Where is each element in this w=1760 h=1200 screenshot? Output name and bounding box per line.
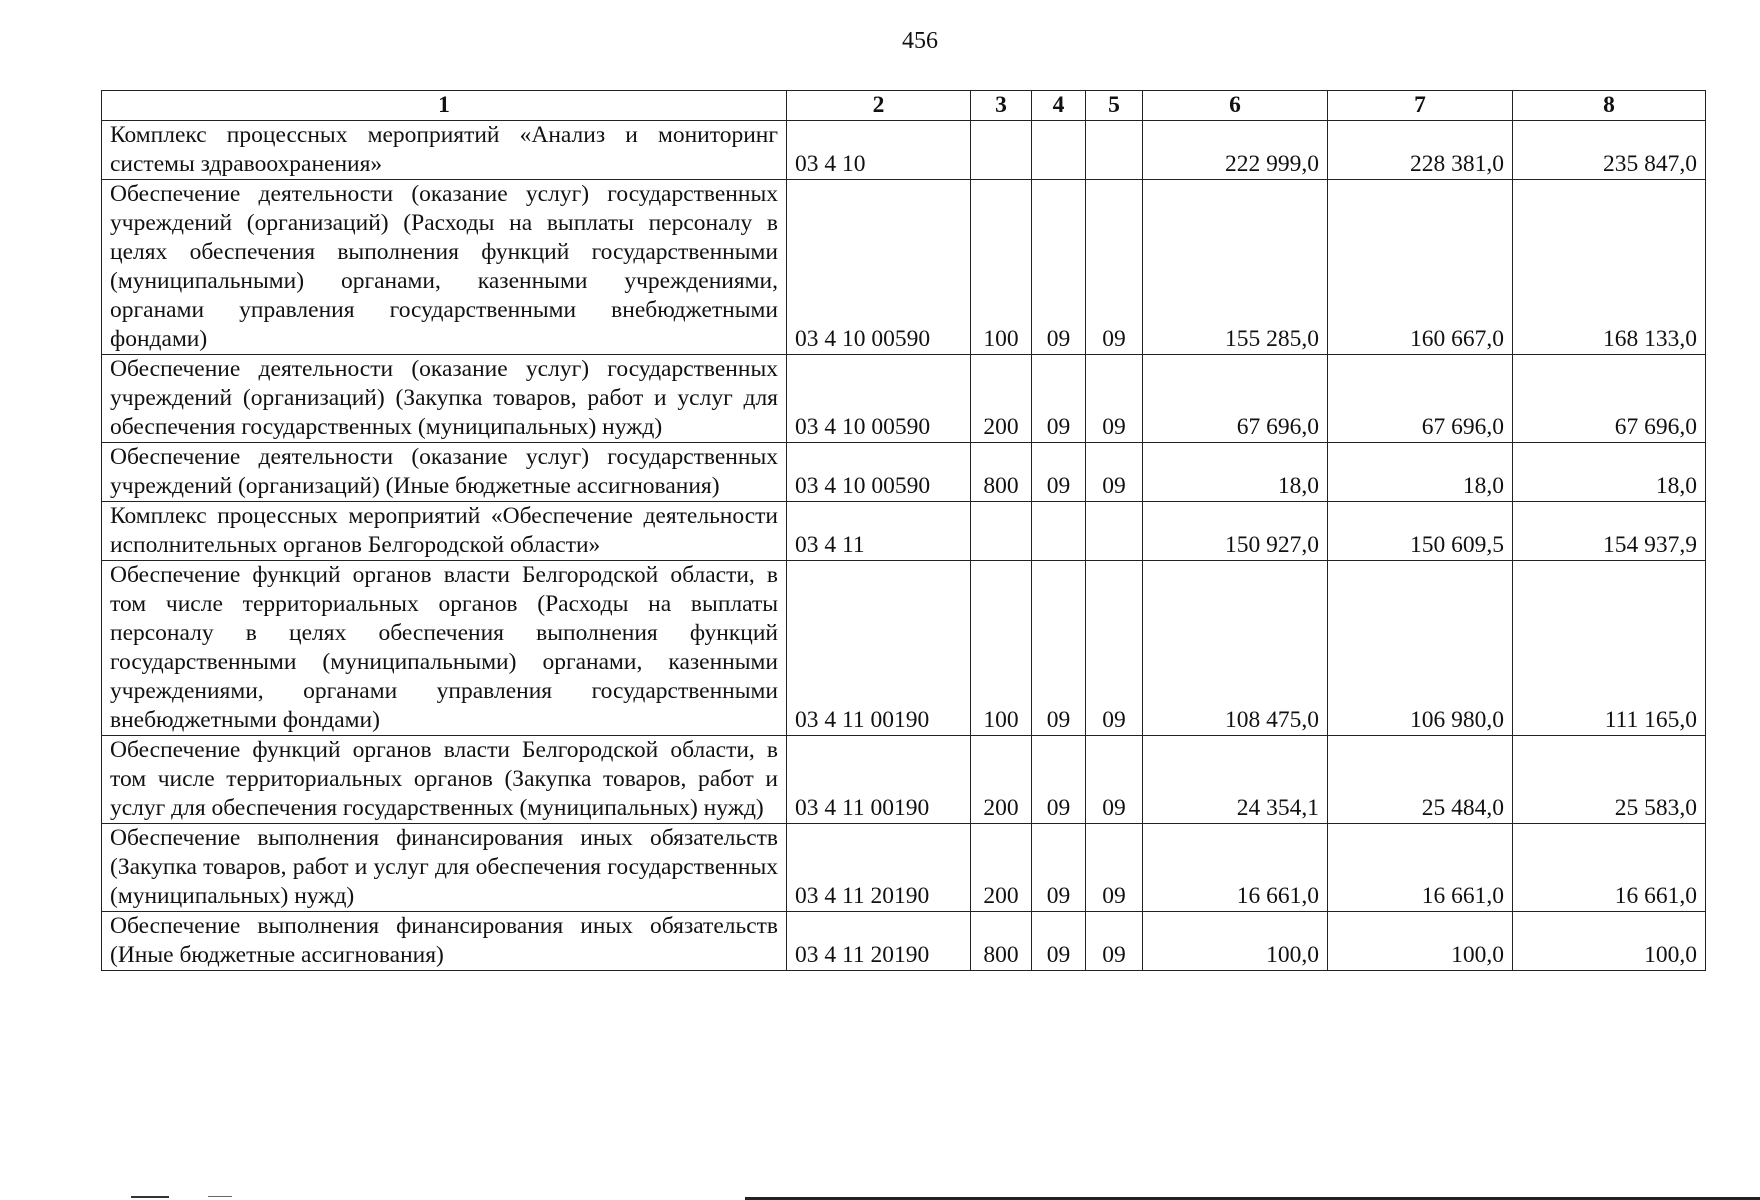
row-code-cell: 03 4 10 00590 xyxy=(787,443,971,502)
row-type-cell: 800 xyxy=(971,912,1032,971)
row-amount-cell: 67 696,0 xyxy=(1143,355,1328,443)
table-header-row xyxy=(102,91,1706,121)
row-type-cell: 800 xyxy=(971,443,1032,502)
row-type-cell: 200 xyxy=(971,736,1032,824)
row-name-cell: Комплекс процессных мероприятий «Обеспечение деятельности исполнительных органов Белгородской области» xyxy=(102,502,787,561)
row-section-cell: 09 xyxy=(1032,180,1086,355)
table-row xyxy=(102,121,1706,180)
row-amount-cell: 228 381,0 xyxy=(1328,121,1513,180)
row-amount-cell: 16 661,0 xyxy=(1328,824,1513,912)
row-amount-cell: 25 484,0 xyxy=(1328,736,1513,824)
row-section-cell: 09 xyxy=(1032,443,1086,502)
row-amount-cell: 18,0 xyxy=(1143,443,1328,502)
row-amount-cell: 67 696,0 xyxy=(1328,355,1513,443)
row-subsection-cell: 09 xyxy=(1086,561,1143,736)
row-section-cell: 09 xyxy=(1032,561,1086,736)
column-header: 1 xyxy=(102,91,787,121)
row-type-cell: 200 xyxy=(971,824,1032,912)
column-header: 7 xyxy=(1328,91,1513,121)
row-name-cell: Обеспечение функций органов власти Белгородской области, в том числе территориальных органов (Расходы на выплаты персоналу в целях обеспечения выполнения функций государственными (муниципальными) органами, казенными учреждениями, органами управления государственными внебюджетными фондами) xyxy=(102,561,787,736)
row-section-cell: 09 xyxy=(1032,824,1086,912)
table-row xyxy=(102,824,1706,912)
row-amount-cell: 67 696,0 xyxy=(1513,355,1706,443)
row-section-cell xyxy=(1032,502,1086,561)
row-name-cell: Обеспечение функций органов власти Белгородской области, в том числе территориальных органов (Закупка товаров, работ и услуг для обеспечения государственных (муниципальных) нужд) xyxy=(102,736,787,824)
row-type-cell xyxy=(971,502,1032,561)
row-amount-cell: 154 937,9 xyxy=(1513,502,1706,561)
row-subsection-cell: 09 xyxy=(1086,824,1143,912)
row-type-cell xyxy=(971,121,1032,180)
row-amount-cell: 150 927,0 xyxy=(1143,502,1328,561)
row-name-cell: Обеспечение выполнения финансирования иных обязательств (Иные бюджетные ассигнования) xyxy=(102,912,787,971)
column-header: 6 xyxy=(1143,91,1328,121)
row-subsection-cell: 09 xyxy=(1086,736,1143,824)
row-amount-cell: 18,0 xyxy=(1328,443,1513,502)
table-body xyxy=(102,121,1706,971)
row-code-cell: 03 4 11 20190 xyxy=(787,912,971,971)
row-amount-cell: 18,0 xyxy=(1513,443,1706,502)
row-amount-cell: 106 980,0 xyxy=(1328,561,1513,736)
row-amount-cell: 168 133,0 xyxy=(1513,180,1706,355)
row-amount-cell: 16 661,0 xyxy=(1143,824,1328,912)
row-type-cell: 100 xyxy=(971,180,1032,355)
row-amount-cell: 222 999,0 xyxy=(1143,121,1328,180)
column-header: 5 xyxy=(1086,91,1143,121)
column-header: 3 xyxy=(971,91,1032,121)
row-type-cell: 100 xyxy=(971,561,1032,736)
scan-mark xyxy=(208,1196,232,1197)
row-code-cell: 03 4 10 00590 xyxy=(787,355,971,443)
table-row xyxy=(102,502,1706,561)
row-code-cell: 03 4 11 20190 xyxy=(787,824,971,912)
row-name-cell: Обеспечение деятельности (оказание услуг) государственных учреждений (организаций) (Закупка товаров, работ и услуг для обеспечения государственных (муниципальных) нужд) xyxy=(102,355,787,443)
table-row xyxy=(102,443,1706,502)
row-section-cell: 09 xyxy=(1032,912,1086,971)
row-subsection-cell xyxy=(1086,121,1143,180)
row-type-cell: 200 xyxy=(971,355,1032,443)
row-section-cell xyxy=(1032,121,1086,180)
row-section-cell: 09 xyxy=(1032,355,1086,443)
row-amount-cell: 16 661,0 xyxy=(1513,824,1706,912)
row-amount-cell: 100,0 xyxy=(1143,912,1328,971)
page-number: 456 xyxy=(902,28,938,54)
table-row xyxy=(102,736,1706,824)
row-amount-cell: 150 609,5 xyxy=(1328,502,1513,561)
row-name-cell: Комплекс процессных мероприятий «Анализ и мониторинг системы здравоохранения» xyxy=(102,121,787,180)
row-section-cell: 09 xyxy=(1032,736,1086,824)
row-subsection-cell: 09 xyxy=(1086,443,1143,502)
row-amount-cell: 160 667,0 xyxy=(1328,180,1513,355)
row-code-cell: 03 4 10 xyxy=(787,121,971,180)
table-row xyxy=(102,180,1706,355)
row-subsection-cell: 09 xyxy=(1086,912,1143,971)
row-subsection-cell xyxy=(1086,502,1143,561)
table-row xyxy=(102,355,1706,443)
row-amount-cell: 155 285,0 xyxy=(1143,180,1328,355)
row-name-cell: Обеспечение деятельности (оказание услуг) государственных учреждений (организаций) (Расходы на выплаты персоналу в целях обеспечения выполнения функций государственными (муниципальными) органами, казенными учреждениями, органами управления государственными внебюджетными фондами) xyxy=(102,180,787,355)
row-name-cell: Обеспечение выполнения финансирования иных обязательств (Закупка товаров, работ и услуг для обеспечения государственных (муниципальных) нужд) xyxy=(102,824,787,912)
column-header: 4 xyxy=(1032,91,1086,121)
row-amount-cell: 235 847,0 xyxy=(1513,121,1706,180)
row-amount-cell: 25 583,0 xyxy=(1513,736,1706,824)
budget-table xyxy=(101,90,1706,971)
row-code-cell: 03 4 11 00190 xyxy=(787,736,971,824)
row-name-cell: Обеспечение деятельности (оказание услуг) государственных учреждений (организаций) (Иные бюджетные ассигнования) xyxy=(102,443,787,502)
table-row xyxy=(102,912,1706,971)
row-code-cell: 03 4 11 xyxy=(787,502,971,561)
table-row xyxy=(102,561,1706,736)
column-header: 8 xyxy=(1513,91,1706,121)
row-subsection-cell: 09 xyxy=(1086,180,1143,355)
scan-mark xyxy=(131,1196,169,1198)
row-code-cell: 03 4 11 00190 xyxy=(787,561,971,736)
row-amount-cell: 108 475,0 xyxy=(1143,561,1328,736)
row-amount-cell: 100,0 xyxy=(1328,912,1513,971)
row-amount-cell: 111 165,0 xyxy=(1513,561,1706,736)
row-subsection-cell: 09 xyxy=(1086,355,1143,443)
row-code-cell: 03 4 10 00590 xyxy=(787,180,971,355)
row-amount-cell: 24 354,1 xyxy=(1143,736,1328,824)
row-amount-cell: 100,0 xyxy=(1513,912,1706,971)
column-header: 2 xyxy=(787,91,971,121)
